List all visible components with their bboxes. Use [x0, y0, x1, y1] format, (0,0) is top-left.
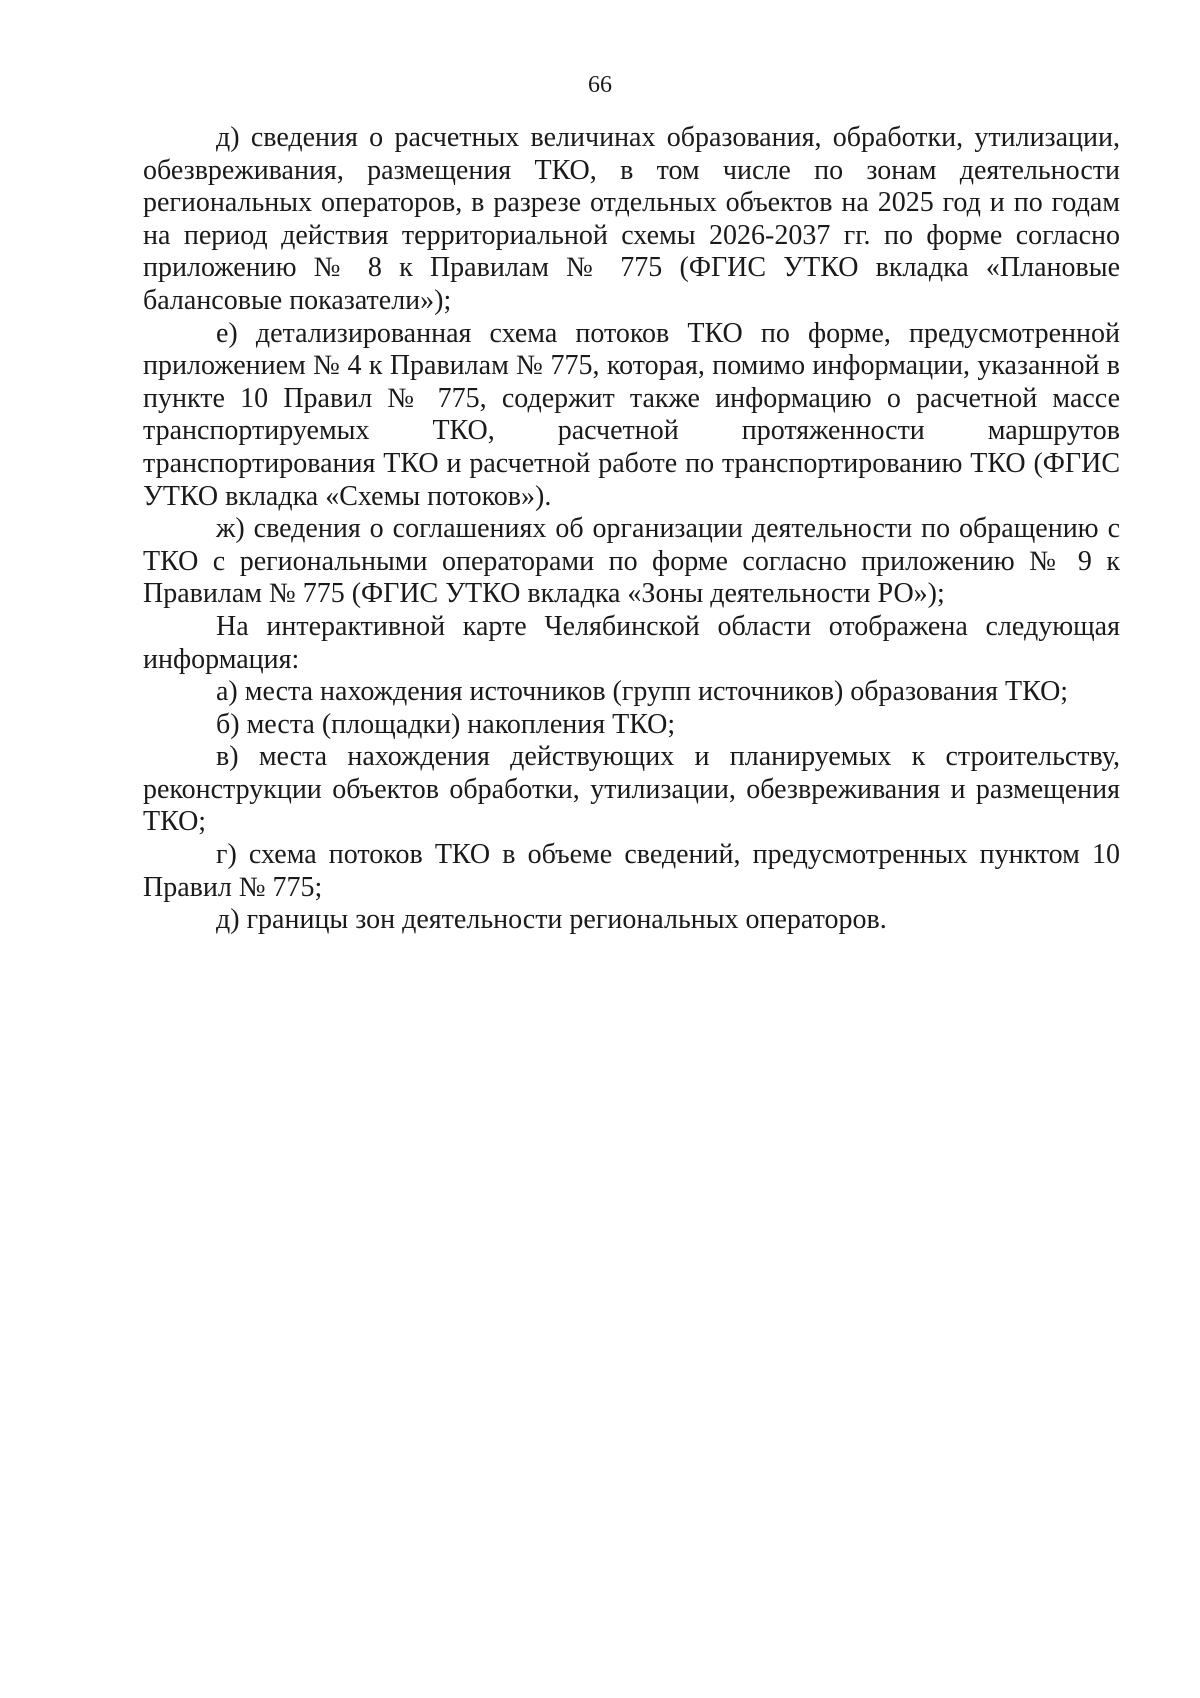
- document-body: [143, 122, 1120, 937]
- paragraph-d-operator-zones: д) границы зон деятельности региональных операторов.: [216, 904, 887, 936]
- paragraph-d-balance-data: д) сведения о расчетных величинах образования, обработки, утилизации, обезвреживания, размещения ТКО, в том числе по зонам деятельности региональных операторов, в разрезе отдельных объектов на 2025 год и по годам на период действия территориальной схемы 2026-2037 гг. по форме согласно приложению № 8 к Правилам № 775 (ФГИС УТКО вкладка «Плановые балансовые показатели»);: [143, 122, 1120, 316]
- page-number: 66: [588, 72, 612, 98]
- paragraph-a-sources: а) места нахождения источников (групп источников) образования ТКО;: [216, 676, 1069, 708]
- paragraph-e-flow-scheme: е) детализированная схема потоков ТКО по форме, предусмотренной приложением № 4 к Правилам № 775, которая, помимо информации, указанной в пункте 10 Правил № 775, содержит также информацию о расчетной массе транспортируемых ТКО, расчетной протяженности маршрутов транспортирования ТКО и расчетной работе по транспортированию ТКО (ФГИС УТКО вкладка «Схемы потоков»).: [143, 317, 1120, 512]
- paragraph-v-facilities: в) места нахождения действующих и планируемых к строительству, реконструкции объектов обработки, утилизации, обезвреживания и размещения ТКО;: [143, 741, 1120, 838]
- paragraph-zh-agreements: ж) сведения о соглашениях об организации деятельности по обращению с ТКО с региональными операторами по форме согласно приложению № 9 к Правилам № 775 (ФГИС УТКО вкладка «Зоны деятельности РО»);: [143, 513, 1120, 610]
- paragraph-g-flow-scheme: г) схема потоков ТКО в объеме сведений, предусмотренных пунктом 10 Правил № 775;: [143, 839, 1120, 903]
- paragraph-interactive-map-intro: На интерактивной карте Челябинской области отображена следующая информация:: [143, 610, 1120, 675]
- paragraph-b-accumulation-sites: б) места (площадки) накопления ТКО;: [216, 708, 676, 740]
